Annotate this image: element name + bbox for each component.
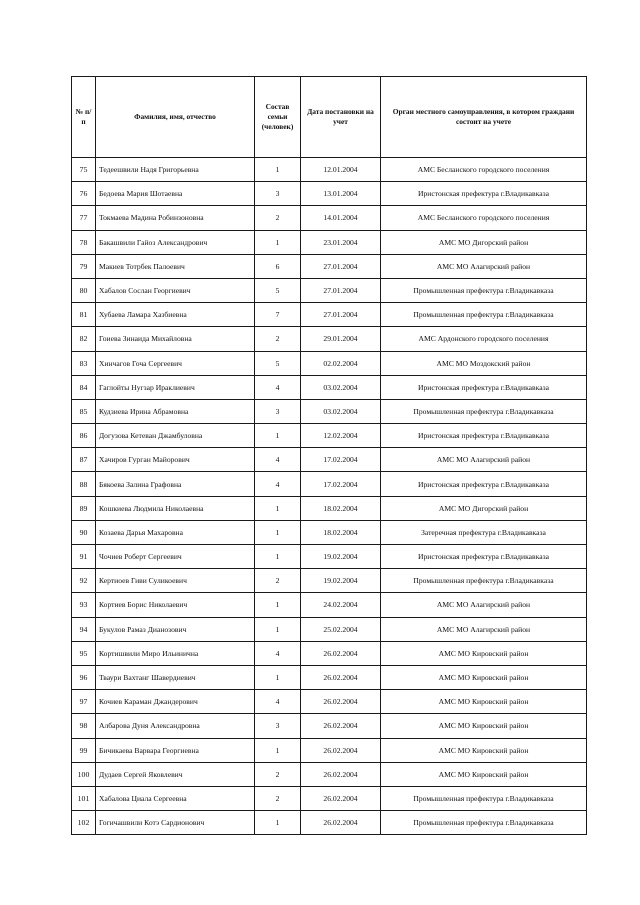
table-row: [72, 448, 587, 472]
registration-date-cell: 17.02.2004: [301, 472, 381, 496]
family-size-cell: 3: [255, 714, 301, 738]
family-size-cell: 3: [255, 399, 301, 423]
registration-date-cell: 26.02.2004: [301, 786, 381, 810]
family-size-cell: 1: [255, 520, 301, 544]
row-number-cell: 78: [72, 230, 96, 254]
registration-date-cell: 26.02.2004: [301, 665, 381, 689]
authority-cell: Иристонская префектура г.Владикавказа: [381, 375, 587, 399]
family-size-cell: 1: [255, 811, 301, 835]
table-body: [72, 158, 587, 835]
registration-date-cell: 19.02.2004: [301, 545, 381, 569]
row-number-cell: 84: [72, 375, 96, 399]
authority-cell: АМС Ардонского городского поселения: [381, 327, 587, 351]
full-name-cell: Кортишвили Миро Ильинична: [96, 641, 255, 665]
row-number-cell: 81: [72, 303, 96, 327]
row-number-cell: 90: [72, 520, 96, 544]
family-size-cell: 2: [255, 327, 301, 351]
family-size-cell: 1: [255, 230, 301, 254]
registration-date-cell: 27.01.2004: [301, 303, 381, 327]
full-name-cell: Догузова Кетеван Джамбуловна: [96, 424, 255, 448]
family-size-cell: 1: [255, 496, 301, 520]
registration-date-cell: 02.02.2004: [301, 351, 381, 375]
full-name-cell: Козаева Дарья Махаровна: [96, 520, 255, 544]
registration-date-cell: 26.02.2004: [301, 641, 381, 665]
authority-cell: АМС МО Алагирский район: [381, 593, 587, 617]
table-row: [72, 206, 587, 230]
row-number-cell: 101: [72, 786, 96, 810]
registration-date-cell: 03.02.2004: [301, 375, 381, 399]
housing-register-table: [71, 76, 587, 835]
full-name-cell: Албарова Дуня Александровна: [96, 714, 255, 738]
table-row: [72, 375, 587, 399]
family-size-cell: 1: [255, 617, 301, 641]
full-name-cell: Хинчагов Гоча Сергеевич: [96, 351, 255, 375]
family-size-cell: 1: [255, 593, 301, 617]
header-full-name: Фамилия, имя, отчество: [96, 77, 255, 158]
table-row: [72, 762, 587, 786]
authority-cell: АМС МО Кировский район: [381, 665, 587, 689]
family-size-cell: 3: [255, 182, 301, 206]
authority-cell: АМС МО Кировский район: [381, 762, 587, 786]
registration-date-cell: 13.01.2004: [301, 182, 381, 206]
row-number-cell: 89: [72, 496, 96, 520]
registration-date-cell: 24.02.2004: [301, 593, 381, 617]
table-row: [72, 327, 587, 351]
family-size-cell: 2: [255, 569, 301, 593]
row-number-cell: 102: [72, 811, 96, 835]
family-size-cell: 1: [255, 665, 301, 689]
row-number-cell: 79: [72, 254, 96, 278]
table-row: [72, 520, 587, 544]
family-size-cell: 4: [255, 375, 301, 399]
family-size-cell: 1: [255, 158, 301, 182]
authority-cell: Иристонская префектура г.Владикавказа: [381, 545, 587, 569]
registration-date-cell: 14.01.2004: [301, 206, 381, 230]
authority-cell: АМС МО Алагирский район: [381, 448, 587, 472]
registration-date-cell: 19.02.2004: [301, 569, 381, 593]
row-number-cell: 96: [72, 665, 96, 689]
row-number-cell: 92: [72, 569, 96, 593]
authority-cell: Промышленная префектура г.Владикавказа: [381, 399, 587, 423]
authority-cell: Промышленная префектура г.Владикавказа: [381, 278, 587, 302]
family-size-cell: 5: [255, 351, 301, 375]
row-number-cell: 75: [72, 158, 96, 182]
family-size-cell: 1: [255, 545, 301, 569]
full-name-cell: Гогичашвили Котэ Сардионович: [96, 811, 255, 835]
row-number-cell: 80: [72, 278, 96, 302]
full-name-cell: Чочиев Роберт Сергеевич: [96, 545, 255, 569]
table-row: [72, 665, 587, 689]
full-name-cell: Букулов Рамаз Дианозович: [96, 617, 255, 641]
table-row: [72, 617, 587, 641]
registration-date-cell: 17.02.2004: [301, 448, 381, 472]
table-row: [72, 254, 587, 278]
row-number-cell: 98: [72, 714, 96, 738]
table-row: [72, 786, 587, 810]
table-row: [72, 158, 587, 182]
full-name-cell: Гоиева Зинаида Михайловна: [96, 327, 255, 351]
family-size-cell: 2: [255, 786, 301, 810]
family-size-cell: 4: [255, 690, 301, 714]
table-row: [72, 738, 587, 762]
table-row: [72, 424, 587, 448]
family-size-cell: 1: [255, 424, 301, 448]
full-name-cell: Хабалов Сослан Георгиевич: [96, 278, 255, 302]
table-row: [72, 593, 587, 617]
table-row: [72, 545, 587, 569]
authority-cell: АМС МО Кировский район: [381, 714, 587, 738]
family-size-cell: 5: [255, 278, 301, 302]
authority-cell: Затеречная префектура г.Владикавказа: [381, 520, 587, 544]
table-row: [72, 569, 587, 593]
row-number-cell: 76: [72, 182, 96, 206]
full-name-cell: Хубаева Ламара Хазбиевна: [96, 303, 255, 327]
row-number-cell: 88: [72, 472, 96, 496]
registration-date-cell: 27.01.2004: [301, 254, 381, 278]
full-name-cell: Кортиев Борис Николаевич: [96, 593, 255, 617]
full-name-cell: Кудзиева Ирина Абрамовна: [96, 399, 255, 423]
full-name-cell: Кошкиева Людмила Николаевна: [96, 496, 255, 520]
family-size-cell: 4: [255, 472, 301, 496]
row-number-cell: 99: [72, 738, 96, 762]
family-size-cell: 2: [255, 206, 301, 230]
full-name-cell: Тваури Вахтанг Шавердиевич: [96, 665, 255, 689]
table-row: [72, 496, 587, 520]
registration-date-cell: 29.01.2004: [301, 327, 381, 351]
family-size-cell: 1: [255, 738, 301, 762]
authority-cell: АМС МО Моздокский район: [381, 351, 587, 375]
authority-cell: АМС МО Алагирский район: [381, 254, 587, 278]
table-row: [72, 690, 587, 714]
full-name-cell: Тедеешвили Надя Григорьевна: [96, 158, 255, 182]
registration-date-cell: 26.02.2004: [301, 811, 381, 835]
table-row: [72, 472, 587, 496]
registration-date-cell: 23.01.2004: [301, 230, 381, 254]
full-name-cell: Бедоева Мария Шотаевна: [96, 182, 255, 206]
family-size-cell: 6: [255, 254, 301, 278]
authority-cell: АМС МО Алагирский район: [381, 617, 587, 641]
table-row: [72, 714, 587, 738]
family-size-cell: 4: [255, 448, 301, 472]
row-number-cell: 97: [72, 690, 96, 714]
full-name-cell: Бякоева Залина Графовна: [96, 472, 255, 496]
authority-cell: Промышленная префектура г.Владикавказа: [381, 569, 587, 593]
authority-cell: Промышленная префектура г.Владикавказа: [381, 811, 587, 835]
full-name-cell: Кертиоев Гиви Сулико​евич: [96, 569, 255, 593]
table-header: [72, 77, 587, 158]
registration-date-cell: 26.02.2004: [301, 762, 381, 786]
family-size-cell: 4: [255, 641, 301, 665]
authority-cell: Иристонская префектура г.Владикавказа: [381, 424, 587, 448]
full-name-cell: Кочиев Караман Джандерович: [96, 690, 255, 714]
registration-date-cell: 26.02.2004: [301, 738, 381, 762]
full-name-cell: Макиев Тотрбек Палоевич: [96, 254, 255, 278]
authority-cell: АМС Бесланского городского поселения: [381, 206, 587, 230]
full-name-cell: Хабалова Циала Сергеевна: [96, 786, 255, 810]
row-number-cell: 91: [72, 545, 96, 569]
table-row: [72, 230, 587, 254]
table-row: [72, 278, 587, 302]
header-authority: Орган местного самоуправления, в котором граждани состоит на учете: [381, 77, 587, 158]
table-row: [72, 351, 587, 375]
table-row: [72, 303, 587, 327]
registration-date-cell: 27.01.2004: [301, 278, 381, 302]
full-name-cell: Бакашвили Гайоз Александрович: [96, 230, 255, 254]
authority-cell: АМС МО Дигорский район: [381, 496, 587, 520]
registration-date-cell: 12.02.2004: [301, 424, 381, 448]
table-row: [72, 811, 587, 835]
row-number-cell: 86: [72, 424, 96, 448]
registration-date-cell: 26.02.2004: [301, 714, 381, 738]
authority-cell: Иристонская префектура г.Владикавказа: [381, 472, 587, 496]
row-number-cell: 82: [72, 327, 96, 351]
row-number-cell: 87: [72, 448, 96, 472]
authority-cell: АМС МО Кировский район: [381, 738, 587, 762]
row-number-cell: 83: [72, 351, 96, 375]
table-row: [72, 399, 587, 423]
header-number: № п/п: [72, 77, 96, 158]
header-family-size: Состав семьи (человек): [255, 77, 301, 158]
registration-date-cell: 18.02.2004: [301, 496, 381, 520]
registration-date-cell: 12.01.2004: [301, 158, 381, 182]
full-name-cell: Гаглойты Нугзар Ираклиевич: [96, 375, 255, 399]
authority-cell: АМС Бесланского городского поселения: [381, 158, 587, 182]
full-name-cell: Дудаев Сергей Яковлевич: [96, 762, 255, 786]
family-size-cell: 7: [255, 303, 301, 327]
row-number-cell: 77: [72, 206, 96, 230]
registration-date-cell: 03.02.2004: [301, 399, 381, 423]
table-row: [72, 641, 587, 665]
row-number-cell: 94: [72, 617, 96, 641]
table-row: [72, 182, 587, 206]
family-size-cell: 2: [255, 762, 301, 786]
authority-cell: Иристонская префектура г.Владикавказа: [381, 182, 587, 206]
authority-cell: АМС МО Дигорский район: [381, 230, 587, 254]
row-number-cell: 95: [72, 641, 96, 665]
header-row: [72, 77, 587, 158]
authority-cell: АМС МО Кировский район: [381, 690, 587, 714]
authority-cell: Промышленная префектура г.Владикавказа: [381, 303, 587, 327]
row-number-cell: 100: [72, 762, 96, 786]
registration-date-cell: 18.02.2004: [301, 520, 381, 544]
row-number-cell: 85: [72, 399, 96, 423]
row-number-cell: 93: [72, 593, 96, 617]
registration-date-cell: 26.02.2004: [301, 690, 381, 714]
header-registration-date: Дата постановки на учет: [301, 77, 381, 158]
full-name-cell: Бичикаева Варвара Георгиевна: [96, 738, 255, 762]
registration-date-cell: 25.02.2004: [301, 617, 381, 641]
full-name-cell: Хачиров Гурган Майорович: [96, 448, 255, 472]
authority-cell: АМС МО Кировский район: [381, 641, 587, 665]
full-name-cell: Токмаева Мадина Робинзоновна: [96, 206, 255, 230]
authority-cell: Промышленная префектура г.Владикавказа: [381, 786, 587, 810]
